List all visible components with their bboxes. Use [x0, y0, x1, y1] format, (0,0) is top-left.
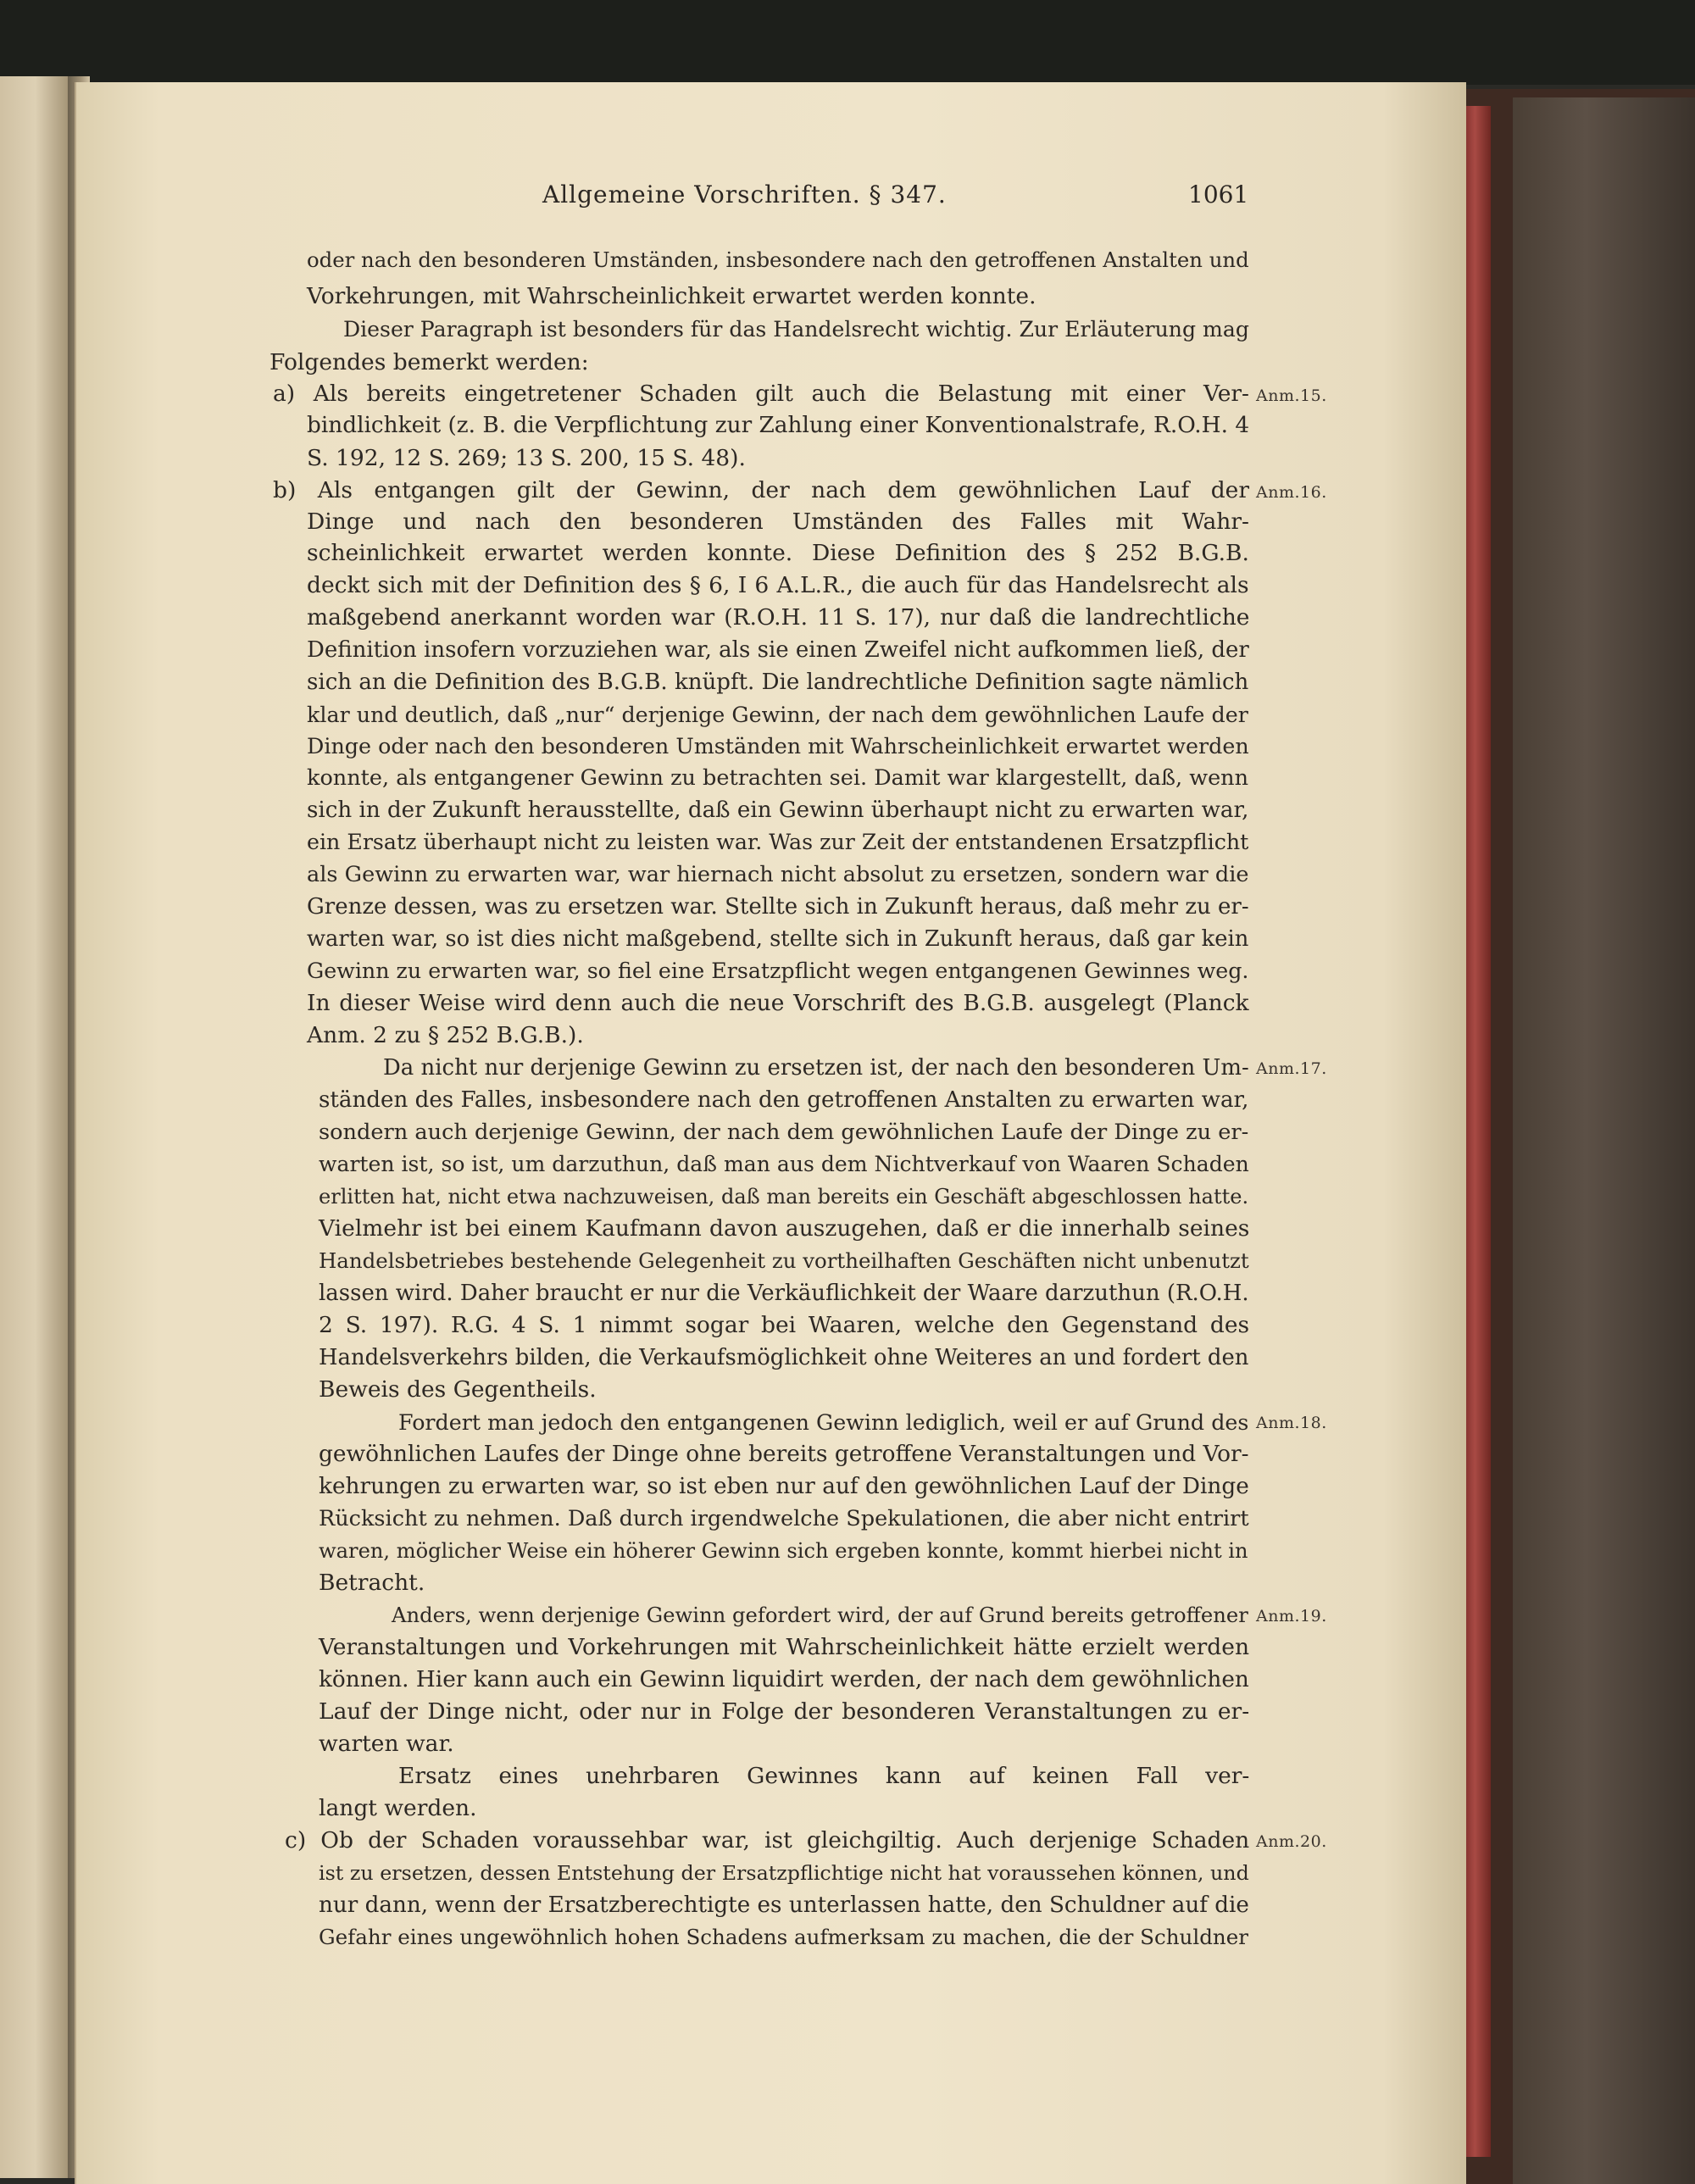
margin-note: Anm.17.	[1256, 1059, 1327, 1078]
running-head: Allgemeine Vorschriften. § 347.	[542, 181, 947, 208]
margin-note: Anm.15.	[1256, 386, 1327, 405]
text-line: c) Ob der Schaden voraussehbar war, ist gleichgiltig. Auch derjenige Schaden	[285, 1827, 1250, 1853]
text-line: lassen wird. Daher braucht er nur die Verkäuflichkeit der Waare darzuthun (R.O.H.	[319, 1281, 1249, 1306]
text-line: warten war, so ist dies nicht maßgebend, stellte sich in Zukunft heraus, daß gar kein	[307, 926, 1249, 952]
text-line: sondern auch derjenige Gewinn, der nach dem gewöhnlichen Laufe der Dinge zu er-	[319, 1120, 1249, 1145]
text-line: Folgendes bemerkt werden:	[270, 349, 589, 375]
text-line: ist zu ersetzen, dessen Entstehung der Ersatzpflichtige nicht hat voraussehen können, und	[319, 1861, 1249, 1885]
text-line: Vielmehr ist bei einem Kaufmann davon auszugehen, daß er die innerhalb seines	[319, 1215, 1250, 1242]
text-line: gewöhnlichen Laufes der Dinge ohne bereits getroffene Veranstaltungen und Vor-	[319, 1441, 1249, 1467]
text-line: maßgebend anerkannt worden war (R.O.H. 11 S. 17), nur daß die landrechtliche	[307, 604, 1250, 631]
text-line: Definition insofern vorzuziehen war, als sie einen Zweifel nicht aufkommen ließ, der	[307, 637, 1249, 663]
text-line: ständen des Falles, insbesondere nach den getroffenen Anstalten zu erwarten war,	[319, 1087, 1249, 1113]
text-line: waren, möglicher Weise ein höherer Gewinn sich ergeben konnte, kommt hierbei nicht in	[319, 1539, 1248, 1563]
text-line: als Gewinn zu erwarten war, war hiernach nicht absolut zu ersetzen, sondern war die	[307, 862, 1249, 887]
text-line: Gewinn zu erwarten war, so fiel eine Ersatzpflicht wegen entgangenen Gewinnes weg.	[307, 959, 1249, 983]
text-line: Dinge oder nach den besonderen Umständen mit Wahrscheinlichkeit erwartet werden	[307, 733, 1249, 759]
text-line: oder nach den besonderen Umständen, insbesondere nach den getroffenen Anstalten und	[307, 247, 1249, 272]
text-line: nur dann, wenn der Ersatzberechtigte es unterlassen hatte, den Schuldner auf die	[319, 1892, 1249, 1918]
text-line: Handelsverkehrs bilden, die Verkaufsmöglichkeit ohne Weiteres an und fordert den	[319, 1345, 1249, 1370]
text-line: Fordert man jedoch den entgangenen Gewinn lediglich, weil er auf Grund des	[398, 1409, 1249, 1435]
margin-note: Anm.19.	[1256, 1607, 1327, 1625]
text-line: klar und deutlich, daß „nur“ derjenige Gewinn, der nach dem gewöhnlichen Laufe der	[307, 702, 1248, 727]
text-line: Grenze dessen, was zu ersetzen war. Stellte sich in Zukunft heraus, daß mehr zu er-	[307, 894, 1249, 920]
text-line: Beweis des Gegentheils.	[319, 1376, 597, 1403]
text-line: Rücksicht zu nehmen. Daß durch irgendwelche Spekulationen, die aber nicht entrirt	[319, 1506, 1249, 1531]
text-line: Vorkehrungen, mit Wahrscheinlichkeit erwartet werden konnte.	[307, 283, 1036, 309]
text-line: konnte, als entgangener Gewinn zu betrachten sei. Damit war klargestellt, daß, wenn	[307, 765, 1249, 791]
text-line: b) Als entgangen gilt der Gewinn, der nach dem gewöhnlichen Lauf der	[273, 477, 1250, 503]
margin-note: Anm.20.	[1256, 1832, 1327, 1851]
text-line: S. 192, 12 S. 269; 13 S. 200, 15 S. 48).	[307, 445, 746, 471]
text-line: kehrungen zu erwarten war, so ist eben nur auf den gewöhnlichen Lauf der Dinge	[319, 1474, 1249, 1499]
text-line: scheinlichkeit erwartet werden konnte. Diese Definition des § 252 B.G.B.	[307, 540, 1249, 566]
text-line: a) Als bereits eingetretener Schaden gilt auch die Belastung mit einer Ver-	[273, 381, 1249, 407]
text-line: warten ist, so ist, um darzuthun, daß man aus dem Nichtverkauf von Waaren Schaden	[319, 1152, 1249, 1176]
text-line: deckt sich mit der Definition des § 6, I 6 A.L.R., die auch für das Handelsrecht als	[307, 572, 1249, 598]
margin-note: Anm.16.	[1256, 483, 1327, 502]
margin-note: Anm.18.	[1256, 1414, 1327, 1432]
text-line: Ersatz eines unehrbaren Gewinnes kann auf keinen Fall ver-	[398, 1763, 1250, 1789]
text-line: Veranstaltungen und Vorkehrungen mit Wahrscheinlichkeit hätte erzielt werden	[319, 1634, 1250, 1660]
text-line: sich in der Zukunft herausstellte, daß ein Gewinn überhaupt nicht zu erwarten war,	[307, 797, 1249, 823]
text-line: Anders, wenn derjenige Gewinn gefordert wird, der auf Grund bereits getroffener	[392, 1603, 1248, 1627]
text-line: bindlichkeit (z. B. die Verpflichtung zur Zahlung einer Konventionalstrafe, R.O.H. 4	[307, 413, 1250, 438]
text-line: Lauf der Dinge nicht, oder nur in Folge der besonderen Veranstaltungen zu er-	[319, 1698, 1250, 1725]
text-line: Da nicht nur derjenige Gewinn zu ersetzen ist, der nach den besonderen Um-	[383, 1055, 1249, 1081]
text-line: Anm. 2 zu § 252 B.G.B.).	[307, 1022, 584, 1048]
text-line: Dieser Paragraph ist besonders für das Handelsrecht wichtig. Zur Erläuterung mag	[343, 317, 1249, 342]
text-line: Dinge und nach den besonderen Umständen des Falles mit Wahr-	[307, 508, 1249, 535]
text-line: 2 S. 197). R.G. 4 S. 1 nimmt sogar bei Waaren, welche den Gegenstand des	[319, 1312, 1250, 1338]
text-line: langt werden.	[319, 1795, 477, 1821]
text-line: können. Hier kann auch ein Gewinn liquidirt werden, der nach dem gewöhnlichen	[319, 1667, 1249, 1692]
text-line: Betracht.	[319, 1570, 425, 1596]
text-line: In dieser Weise wird denn auch die neue Vorschrift des B.G.B. ausgelegt (Planck	[307, 990, 1249, 1016]
text-line: warten war.	[319, 1731, 454, 1757]
text-line: sich an die Definition des B.G.B. knüpft. Die landrechtliche Definition sagte nämlich	[307, 670, 1249, 695]
text-line: erlitten hat, nicht etwa nachzuweisen, daß man bereits ein Geschäft abgeschlossen hatte.	[319, 1185, 1249, 1209]
page-number: 1061	[1188, 181, 1249, 208]
text-line: Handelsbetriebes bestehende Gelegenheit zu vortheilhaften Geschäften nicht unbenutzt	[319, 1248, 1249, 1273]
text-line: ein Ersatz überhaupt nicht zu leisten war. Was zur Zeit der entstandenen Ersatzpflicht	[307, 830, 1249, 854]
text-line: Gefahr eines ungewöhnlich hohen Schadens aufmerksam zu machen, die der Schuldner	[319, 1925, 1249, 1949]
